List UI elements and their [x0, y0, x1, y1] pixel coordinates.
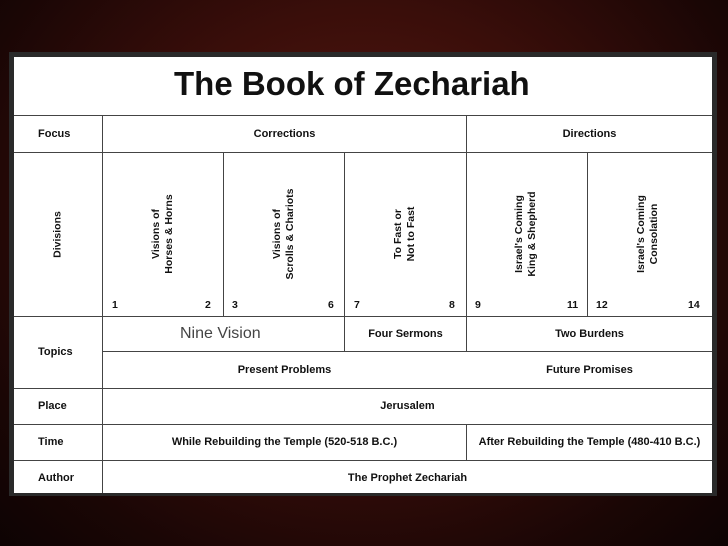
focus-corrections: Corrections [253, 127, 316, 140]
row-label-focus: Focus [38, 127, 71, 140]
focus-directions: Directions [562, 127, 617, 140]
chapter-start: 7 [354, 299, 360, 311]
chapter-start: 1 [112, 299, 118, 311]
row-label-topics: Topics [38, 346, 73, 358]
chapter-end: 14 [688, 299, 700, 311]
chapter-start: 9 [475, 299, 481, 311]
topic-four-sermons: Four Sermons [368, 328, 443, 340]
chapter-end: 6 [328, 299, 334, 311]
division-label: Visions of Horses & Horns [150, 194, 175, 274]
topic-nine-vision: Nine Vision [180, 325, 261, 342]
division-label: To Fast or Not to Fast [392, 206, 417, 262]
place-value: Jerusalem [380, 400, 435, 412]
topic-present-problems: Present Problems [237, 364, 332, 376]
row-label-place: Place [38, 400, 67, 412]
row-label-time: Time [38, 436, 64, 448]
division-label: Israel's Coming Consolation [635, 195, 660, 273]
time-after: After Rebuilding the Temple (480-410 B.C.) [478, 436, 701, 448]
topic-future-promises: Future Promises [546, 364, 633, 376]
chapter-start: 3 [232, 299, 238, 311]
col-line [223, 152, 224, 316]
row-line [14, 152, 712, 153]
chapter-start: 12 [596, 299, 608, 311]
page-title: The Book of Zechariah [174, 65, 530, 102]
col-line [587, 152, 588, 316]
chapter-end: 8 [449, 299, 455, 311]
division-label: Visions of Scrolls & Chariots [271, 188, 296, 280]
division-label: Israel's Coming King & Shepherd [513, 191, 538, 277]
chapter-end: 2 [205, 299, 211, 311]
time-during: While Rebuilding the Temple (520-518 B.C.) [171, 436, 398, 448]
author-value: The Prophet Zechariah [347, 472, 468, 484]
row-label-author: Author [38, 472, 75, 484]
chapter-end: 11 [567, 299, 579, 311]
topic-two-burdens: Two Burdens [555, 328, 624, 340]
row-label-divisions: Divisions [51, 211, 64, 258]
